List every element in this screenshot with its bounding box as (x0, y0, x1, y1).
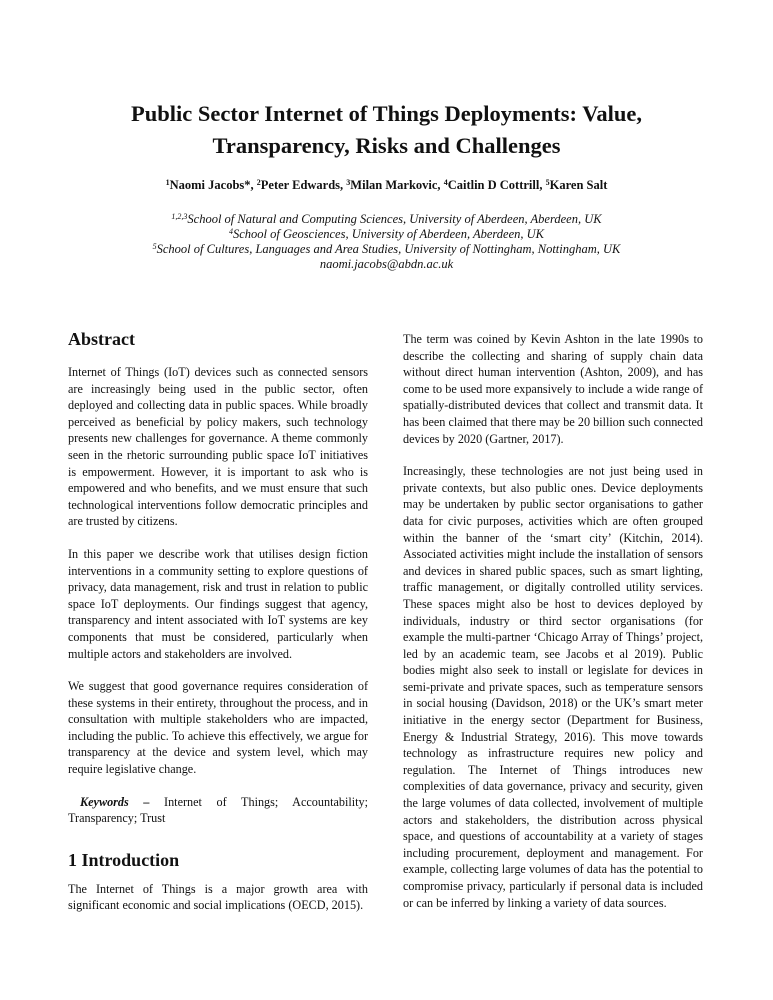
title-line-2: Transparency, Risks and Challenges (212, 133, 561, 158)
author-name: Karen Salt (549, 178, 608, 192)
paper-title (90, 98, 683, 162)
keywords-text: Internet of Things; Accountability; Transparency; Trust (68, 794, 368, 826)
introduction-heading: 1 Introduction (68, 849, 180, 870)
keywords (68, 794, 368, 827)
title-line-1: Public Sector Internet of Things Deployments: Value, (130, 101, 643, 126)
keywords-label: Keywords – (80, 794, 150, 809)
affiliation-line (60, 212, 713, 227)
author-sup: 3 (346, 178, 351, 187)
affiliations (60, 212, 713, 272)
abstract-heading: Abstract (68, 329, 135, 349)
abstract-paragraph: We suggest that good governance requires consideration of these systems in their entirety, throughout the process, and in consultation with multiple stakeholders who are impacted, including the public. To achieve this effectively, we argue for transparency at the device and system level, which may require legislative change. (68, 679, 368, 777)
abstract-paragraph: In this paper we describe work that utilises design fiction interventions in a community setting to explore questions of privacy, data management, risk and trust in relation to public space IoT deployments. Our findings suggest that agency, transparency and intent associated with IoT systems are key components that must be considered, particularly when multiple actors and stakeholders are involved. (68, 546, 368, 661)
affiliation-sup: 1,2,3 (171, 212, 188, 221)
author-list (60, 176, 713, 194)
affiliation-sup: 5 (152, 242, 157, 251)
author-sup: 4 (443, 178, 448, 187)
author-name: Peter Edwards, (260, 178, 347, 192)
author-name: Naomi Jacobs*, (169, 178, 257, 192)
left-column (68, 328, 368, 930)
intro-paragraph: Increasingly, these technologies are not just being used in private contexts, but also public ones. Device deployments may be undertaken by public sector organisations to gather data for civic purposes, activities which are often grouped within the banner of the ‘smart city’ (Kitchin, 2014). Associated activities might include the installation of sensors and devices in shared public spaces, such as smart lighting, traffic management, or digitally controlled utility services. These spaces might also be host to devices deployed by individuals, industry or third sector organisations (for example the multi-partner ‘Chicago Array of Things’ project, led by an academic team, see Jacobs et al 2019). Public bodies might also seek to install or legislate for devices in semi-private and private spaces, such as temperature sensors in social housing (Davidson, 2018) or the UK’s smart meter initiative in the energy sector (Department for Business, Energy & Industrial Strategy, 2016). This move towards technology as infrastructure requires new policy and regulation. The Internet of Things introduces new complexities of data governance, privacy and security, given the large volumes of data collected, involvement of multiple actors and stakeholders, the distribution across physical space, and questions of accountability at a variety of stages including procurement, deployment and management. For example, collecting large volumes of data has the potential to compromise privacy, particularly if personal data is included or can be inferred by linking a variety of data sources. (403, 464, 703, 910)
author-sup: 2 (256, 178, 261, 187)
author-name: Caitlin D Cottrill, (447, 178, 546, 192)
affiliation-text: School of Geosciences, University of Aberdeen, Aberdeen, UK (232, 227, 545, 241)
author-sup: 5 (545, 178, 550, 187)
author-name: Milan Markovic, (350, 178, 444, 192)
author-email: naomi.jacobs@abdn.ac.uk (319, 257, 454, 271)
right-column (403, 331, 703, 927)
affiliation-text: School of Cultures, Languages and Area Studies, University of Nottingham, Nottingham, UK (156, 242, 621, 256)
affiliation-sup: 4 (228, 227, 233, 236)
intro-paragraph: The term was coined by Kevin Ashton in the late 1990s to describe the collecting and sharing of supply chain data without direct human intervention (Ashton, 2009), and has come to be used more expansively to include a wide range of spatially-distributed devices that collect and transmit data. It has been claimed that there may be 20 billion such connected devices by 2020 (Gartner, 2017). (403, 332, 703, 446)
affiliation-text: School of Natural and Computing Sciences, University of Aberdeen, Aberdeen, UK (187, 212, 602, 226)
affiliation-line (60, 227, 713, 242)
affiliation-line (60, 242, 713, 257)
author-sup: 1 (165, 178, 170, 187)
abstract-paragraph: Internet of Things (IoT) devices such as connected sensors are increasingly being used in the public sector, often deployed and collecting data in public spaces. While broadly perceived as beneficial by policy makers, such technology presents new challenges for governance. A theme commonly seen in the rhetoric surrounding public space IoT initiatives is empowerment. However, it is important to ask who is empowered and who benefits, and we must ensure that such technological interventions follow democratic principles and are trusted by citizens. (68, 365, 368, 529)
intro-paragraph: The Internet of Things is a major growth area with significant economic and social implications (OECD, 2015). (68, 881, 368, 913)
